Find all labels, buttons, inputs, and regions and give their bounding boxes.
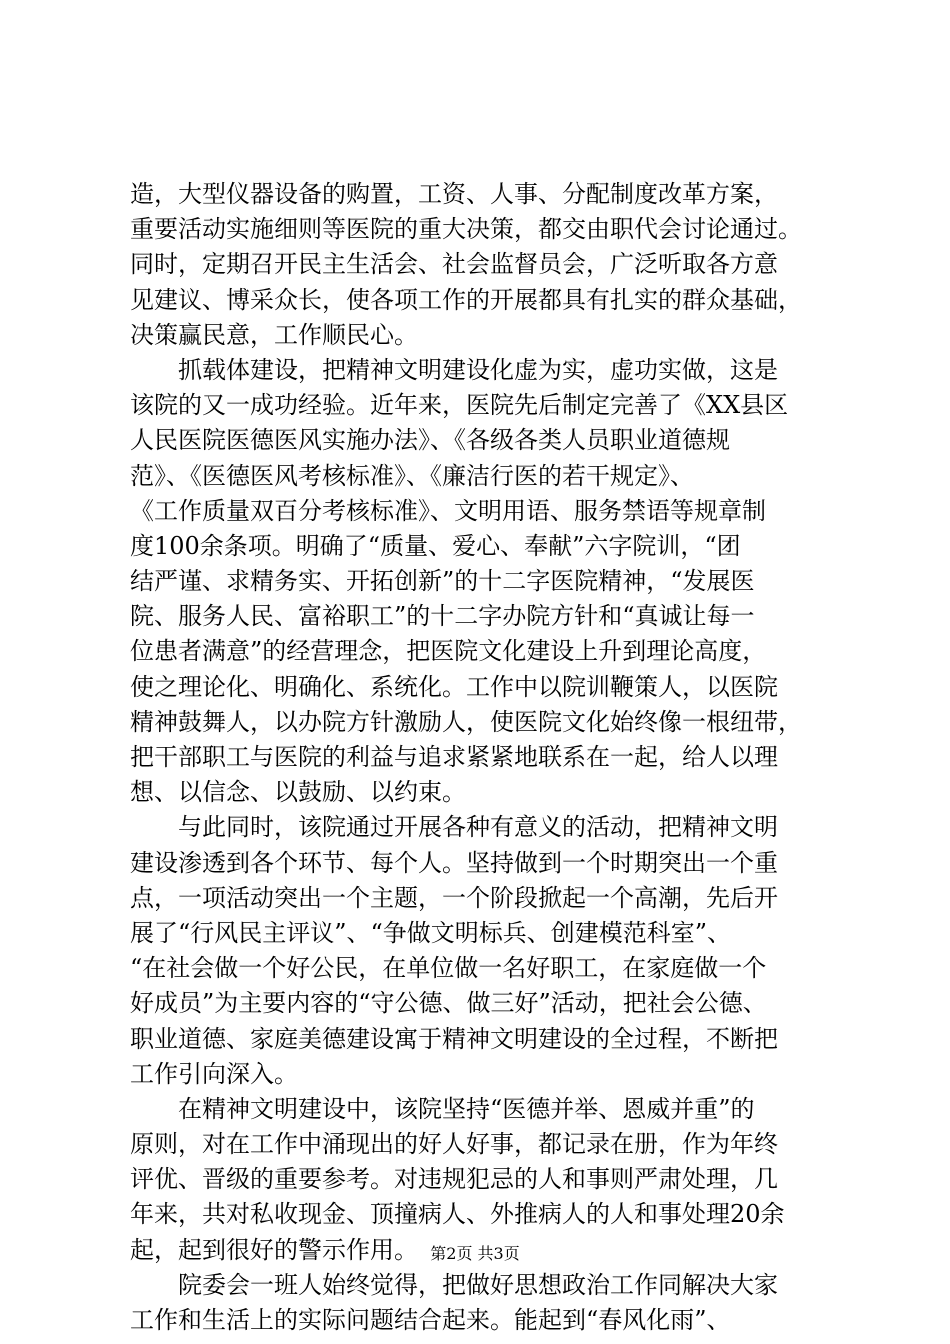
text-line: 把干部职工与医院的利益与追求紧紧地联系在一起，给人以理: [130, 743, 778, 771]
page-footer: 第2页 共3页: [430, 1244, 520, 1263]
text-line: 抓载体建设，把精神文明建设化虚为实，虚功实做，这是: [178, 355, 778, 384]
text-line: 院委会一班人始终觉得，把做好思想政治工作同解决大家: [178, 1270, 778, 1299]
text-line: 院、服务人民、富裕职工”的十二字办院方针和“真诚让每一: [130, 602, 755, 631]
text-line: 使之理论化、明确化、系统化。工作中以院训鞭策人，以医院: [130, 672, 778, 701]
text-line: 评优、晋级的重要参考。对违规犯忌的人和事则严肃处理，几: [130, 1165, 778, 1194]
text-line: 位患者满意”的经营理念，把医院文化建设上升到理论高度，: [130, 637, 767, 666]
paragraph: [130, 353, 830, 810]
text-line: 见建议、博采众长，使各项工作的开展都具有扎实的群众基础，: [130, 285, 802, 314]
text-line: 重要活动实施细则等医院的重大决策，都交由职代会讨论通过。: [130, 215, 802, 244]
text-line: 年来，共对私收现金、顶撞病人、外推病人的人和事处理20余: [130, 1200, 785, 1229]
text-line: 精神鼓舞人，以办院方针激励人，使医院文化始终像一根纽带，: [130, 707, 802, 736]
paragraph: [130, 810, 830, 1092]
text-line: 人民医院医德医风实施办法》、《各级各类人员职业道德规: [130, 426, 730, 455]
text-line: 结严谨、求精务实、开拓创新”的十二字医院精神，“发展医: [130, 567, 755, 596]
text-line: 同时，定期召开民主生活会、社会监督员会，广泛听取各方意: [130, 250, 778, 279]
text-line: 职业道德、家庭美德建设寓于精神文明建设的全过程，不断把: [130, 1024, 778, 1053]
text-line: 好成员”为主要内容的“守公德、做三好”活动，把社会公德、: [130, 989, 767, 1018]
text-line: 展了“行风民主评议”、“争做文明标兵、创建模范科室”、: [130, 918, 732, 947]
text-line: 与此同时，该院通过开展各种有意义的活动，把精神文明: [178, 813, 778, 842]
text-line: 度100余条项。明确了“质量、爱心、奉献”六字院训，“团: [130, 531, 741, 560]
text-line: 起，起到很好的警示作用。: [130, 1235, 418, 1264]
text-line: 该院的又一成功经验。近年来，医院先后制定完善了《XX县区: [130, 391, 789, 420]
text-line: 建设渗透到各个环节、每个人。坚持做到一个时期突出一个重: [130, 848, 778, 877]
text-line: 工作引向深入。: [130, 1059, 298, 1088]
paragraph: [130, 1268, 830, 1338]
text-line: 决策赢民意，工作顺民心。: [130, 320, 418, 349]
text-line: 想、以信念、以鼓励、以约束。: [130, 778, 466, 807]
text-line: 点，一项活动突出一个主题，一个阶段掀起一个高潮，先后开: [130, 883, 778, 912]
text-line: 《工作质量双百分考核标准》、文明用语、服务禁语等规章制: [130, 496, 766, 525]
text-line: 造，大型仪器设备的购置，工资、人事、分配制度改革方案，: [130, 180, 778, 208]
document-body: [130, 177, 830, 1338]
paragraph: [130, 1092, 830, 1268]
text-line: 原则，对在工作中涌现出的好人好事，都记录在册，作为年终: [130, 1130, 778, 1159]
text-line: 在精神文明建设中，该院坚持“医德并举、恩威并重”的: [178, 1094, 755, 1123]
paragraph: [130, 177, 830, 353]
text-line: 范》、《医德医风考核标准》、《廉洁行医的若干规定》、: [130, 461, 694, 490]
text-line: 工作和生活上的实际问题结合起来。能起到“春风化雨”、: [130, 1306, 731, 1334]
text-line: “在社会做一个好公民，在单位做一名好职工，在家庭做一个: [130, 954, 767, 983]
